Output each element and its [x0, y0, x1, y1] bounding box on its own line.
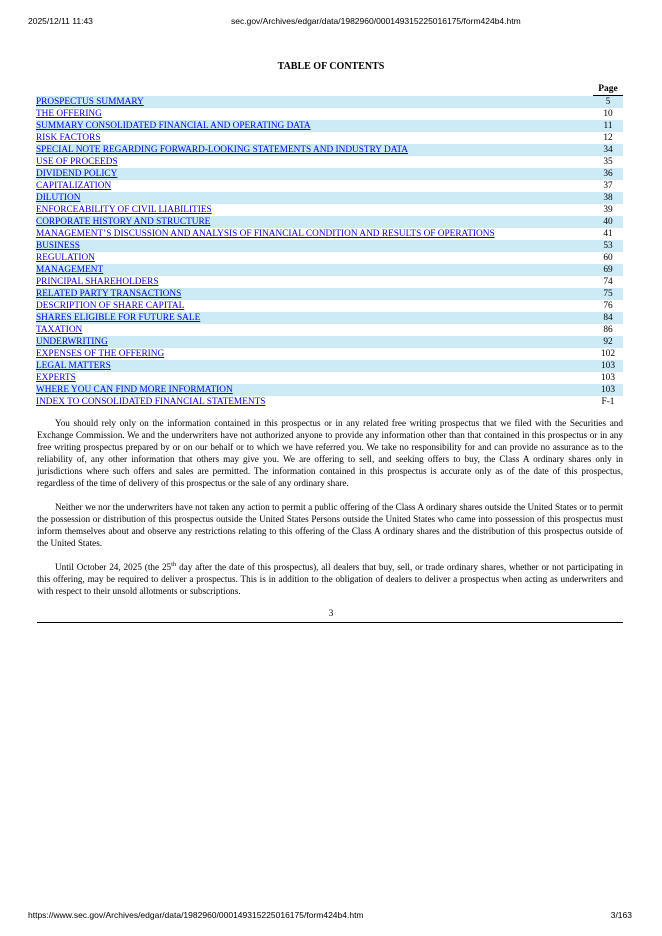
toc-page-column-header: [36, 84, 623, 96]
paragraph-offering-restrictions: Neither we nor the underwriters have not taken any action to permit a public offering of the Class A ordinary shares outside the United States or to permit the possession or distribution of this prospectus outside the United States Persons outside the United States who came into possession of this prospectus must inform themselves about and observe any restrictions relating to this offering of the Class A ordinary shares and the distribution of this prospectus outside of the United States.: [37, 502, 623, 548]
print-datetime: 2025/12/11 11:43: [28, 16, 93, 26]
toc-page-number: 75: [603, 289, 613, 299]
toc-row: [36, 204, 623, 216]
toc-row: [36, 240, 623, 252]
toc-link[interactable]: SPECIAL NOTE REGARDING FORWARD-LOOKING STATEMENTS AND INDUSTRY DATA: [36, 145, 409, 155]
p3-superscript: th: [171, 560, 177, 568]
toc-row: [36, 336, 623, 348]
toc-row: [36, 180, 623, 192]
toc-page-number: 5: [605, 97, 611, 107]
toc-link[interactable]: LEGAL MATTERS: [36, 361, 111, 371]
toc-page-number: 41: [603, 229, 613, 239]
toc-link[interactable]: DESCRIPTION OF SHARE CAPITAL: [36, 301, 185, 311]
p3-text-before: Until October 24, 2025 (the 25: [55, 562, 172, 572]
print-url: sec.gov/Archives/edgar/data/1982960/000149315225016175/form424b4.htm: [231, 16, 521, 26]
paragraph-dealer-delivery: [37, 561, 623, 597]
toc-page-number: 92: [603, 337, 613, 347]
toc-row: [36, 168, 623, 180]
toc-link[interactable]: USE OF PROCEEDS: [36, 157, 118, 167]
toc-page-number: 35: [603, 157, 613, 167]
toc-link[interactable]: RISK FACTORS: [36, 133, 101, 143]
toc-page-number: 40: [603, 217, 613, 227]
toc-page-number: 37: [603, 181, 613, 191]
toc-link[interactable]: PROSPECTUS SUMMARY: [36, 97, 144, 107]
toc-page-number: 103: [601, 385, 615, 395]
toc-row: [36, 252, 623, 264]
toc-row: [36, 156, 623, 168]
toc-link[interactable]: EXPERTS: [36, 373, 76, 383]
toc-row: [36, 312, 623, 324]
toc-link[interactable]: REGULATION: [36, 253, 95, 263]
toc-page-number: 10: [603, 109, 613, 119]
page-header-label: Page: [593, 84, 623, 96]
toc-link[interactable]: BUSINESS: [36, 241, 80, 251]
toc-link[interactable]: DILUTION: [36, 193, 81, 203]
toc-link[interactable]: PRINCIPAL SHAREHOLDERS: [36, 277, 159, 287]
toc-row: [36, 396, 623, 408]
toc-link[interactable]: THE OFFERING: [36, 109, 102, 119]
toc-row: [36, 348, 623, 360]
page-number: 3: [328, 609, 334, 619]
page-divider: [37, 622, 623, 623]
toc-link[interactable]: ENFORCEABILITY OF CIVIL LIABILITIES: [36, 205, 212, 215]
paragraph-reliance: You should rely only on the information contained in this prospectus or in any related free writing prospectus that we filed with the Securities and Exchange Commission. We and the underwriters have not authorized anyone to provide any information other than that contained in this prospectus or in any free writing prospectus prepared by or on our behalf or to which we have referred you. We take no responsibility for and can provide no assurance as to the reliability of, any other information that others may give you. We are offering to sell, and seeking offers to buy, the Class A ordinary shares only in jurisdictions where such offers and sales are permitted. The information contained in this prospectus is accurate only as of the date of this prospectus, regardless of the time of delivery of this prospectus or the sale of any ordinary share.: [37, 418, 623, 488]
toc-link[interactable]: CAPITALIZATION: [36, 181, 112, 191]
toc-link[interactable]: RELATED PARTY TRANSACTIONS: [36, 289, 182, 299]
toc-row: [36, 228, 623, 240]
toc-page-number: 11: [603, 121, 613, 131]
toc-link[interactable]: MANAGEMENT’S DISCUSSION AND ANALYSIS OF FINANCIAL CONDITION AND RESULTS OF OPERATIONS: [36, 229, 495, 239]
toc-page-number: 34: [603, 145, 613, 155]
table-of-contents: [36, 84, 623, 408]
toc-row: [36, 132, 623, 144]
toc-row: [36, 324, 623, 336]
toc-link[interactable]: INDEX TO CONSOLIDATED FINANCIAL STATEMENTS: [36, 397, 266, 407]
toc-link[interactable]: SUMMARY CONSOLIDATED FINANCIAL AND OPERATING DATA: [36, 121, 311, 131]
browser-print-header: [0, 16, 662, 28]
toc-link[interactable]: TAXATION: [36, 325, 83, 335]
toc-row: [36, 108, 623, 120]
p3-text-after: day after the date of this prospectus), all dealers that buy, sell, or trade ordinary shares, whether or not participating in this offering, may be required to deliver a prospectus. This is in addition to the obligation of dealers to deliver a prospectus when acting as underwriters and with respect to their unsold allotments or subscriptions.: [37, 562, 624, 596]
toc-title: TABLE OF CONTENTS: [277, 61, 385, 72]
toc-link[interactable]: EXPENSES OF THE OFFERING: [36, 349, 165, 359]
toc-page-number: 76: [603, 301, 613, 311]
toc-page-number: 38: [603, 193, 613, 203]
toc-link[interactable]: WHERE YOU CAN FIND MORE INFORMATION: [36, 385, 233, 395]
toc-row: [36, 120, 623, 132]
toc-page-number: 39: [603, 205, 613, 215]
toc-page-number: 12: [603, 133, 613, 143]
toc-link[interactable]: UNDERWRITING: [36, 337, 108, 347]
toc-page-number: 69: [603, 265, 613, 275]
toc-rows: [36, 96, 623, 408]
toc-row: [36, 384, 623, 396]
toc-link[interactable]: MANAGEMENT: [36, 265, 104, 275]
toc-page-number: 103: [601, 373, 615, 383]
toc-page-number: 102: [601, 349, 615, 359]
toc-row: [36, 360, 623, 372]
browser-print-footer: [0, 910, 662, 922]
toc-page-number: 84: [603, 313, 613, 323]
toc-row: [36, 144, 623, 156]
toc-row: [36, 216, 623, 228]
footer-url: https://www.sec.gov/Archives/edgar/data/1982960/000149315225016175/form424b4.htm: [28, 910, 364, 920]
toc-row: [36, 192, 623, 204]
toc-row: [36, 372, 623, 384]
footer-page-count: 3/163: [610, 910, 632, 920]
toc-row: [36, 300, 623, 312]
toc-link[interactable]: CORPORATE HISTORY AND STRUCTURE: [36, 217, 211, 227]
toc-page-number: F-1: [601, 397, 615, 407]
toc-row: [36, 276, 623, 288]
toc-page-number: 74: [603, 277, 613, 287]
toc-page-number: 36: [603, 169, 613, 179]
toc-page-number: 53: [603, 241, 613, 251]
toc-page-number: 103: [601, 361, 615, 371]
toc-row: [36, 288, 623, 300]
toc-row: [36, 264, 623, 276]
toc-page-number: 60: [603, 253, 613, 263]
toc-page-number: 86: [603, 325, 613, 335]
toc-link[interactable]: DIVIDEND POLICY: [36, 169, 118, 179]
toc-row: [36, 96, 623, 108]
toc-link[interactable]: SHARES ELIGIBLE FOR FUTURE SALE: [36, 313, 201, 323]
